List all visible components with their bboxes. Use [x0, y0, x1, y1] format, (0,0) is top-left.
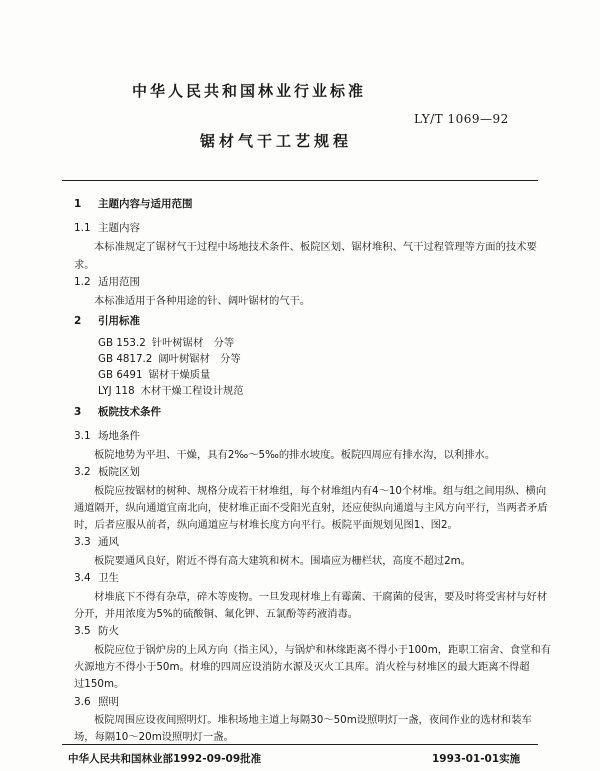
standard-type-heading: 中华人民共和国林业行业标准 [132, 82, 367, 100]
paragraph-line: 板院要通风良好，附近不得有高大建筑和树木。围墙应为栅栏状，高度不超过2m。 [94, 555, 471, 567]
subsection-title: 通风 [98, 536, 119, 548]
reference-item [98, 382, 244, 397]
paragraph-line: 分开，并用浓度为5%的硫酸铜、氟化钾、五氯酚等药液消毒。 [74, 608, 359, 620]
reference-code: LYJ 118 [98, 385, 135, 397]
subsection-1-2-heading [74, 274, 140, 289]
paragraph-line: 板院周围应设夜间照明灯。堆积场地主道上每隔30～50m设照明灯一盏，夜间作业的选材和装车 [94, 714, 532, 726]
subsection-number: 3.3 [74, 536, 91, 548]
paragraph-line: 求。 [74, 259, 95, 271]
section-1-heading [74, 196, 193, 211]
effective-date: 1993-01-01实施 [432, 753, 521, 765]
section-title: 板院技术条件 [98, 406, 161, 418]
subsection-number: 3.1 [74, 430, 91, 442]
paragraph-line: 材堆底下不得有杂草，碎木等废物。一旦发现材堆上有霉菌、干腐菌的侵害，要及时将受害材与好材 [94, 591, 548, 603]
subsection-3-1-heading [74, 428, 140, 443]
subsection-title: 适用范围 [98, 276, 140, 288]
reference-code: GB 4817.2 [98, 353, 153, 365]
subsection-number: 1.2 [74, 276, 91, 288]
reference-code: GB 6491 [98, 369, 143, 381]
subsection-number: 3.6 [74, 696, 91, 708]
subsection-1-1-heading [74, 220, 140, 235]
section-3-heading [74, 404, 161, 419]
subsection-number: 3.4 [74, 572, 91, 584]
paragraph-line: 过150m。 [74, 678, 125, 690]
reference-item [98, 366, 210, 381]
paragraph-line: 本标准规定了锯材气干过程中场地技术条件、板院区划、锯材堆积、气干过程管理等方面的技术要 [94, 241, 537, 253]
subsection-title: 板院区划 [98, 466, 140, 478]
section-2-heading [74, 313, 140, 328]
paragraph-line: 时，后者应服从前者，纵向通道应与材堆长度方向平行。板院平面规划见图1、图2。 [74, 519, 458, 531]
standard-code: LY/T 1069—92 [414, 112, 509, 126]
subsection-number: 3.5 [74, 625, 91, 637]
paragraph-line: 火源地方不得小于50m。材堆的四周应设消防水源及灭火工具库。消火栓与材堆区的最大距离不得超 [74, 661, 530, 673]
subsection-title: 主题内容 [98, 222, 140, 234]
paragraph-line: 板院应位于锅炉房的上风方向（指主风），与锅炉和林缘距离不得小于100m，距职工宿舍、食堂和有 [94, 644, 552, 656]
subsection-title: 防火 [98, 625, 119, 637]
reference-name: 针叶树锯材 分等 [151, 337, 235, 349]
subsection-title: 场地条件 [98, 430, 140, 442]
section-number: 3 [74, 406, 82, 418]
reference-name: 阔叶树锯材 分等 [158, 353, 241, 365]
section-number: 2 [74, 315, 82, 327]
approval-note: 中华人民共和国林业部1992-09-09批准 [68, 753, 262, 765]
subsection-3-3-heading [74, 534, 119, 549]
subsection-3-5-heading [74, 623, 119, 638]
subsection-3-6-heading [74, 694, 119, 709]
section-title: 主题内容与适用范围 [98, 198, 193, 210]
subsection-title: 卫生 [98, 572, 119, 584]
document-title: 锯材气干工艺规程 [200, 132, 353, 150]
paragraph-line: 通道隔开，纵向通道宜南北向，使材堆正面不受阳光直射，还应使纵向通道与主风方向平行，当两者矛盾 [74, 502, 548, 514]
paragraph-line: 板院应按锯材的树种、规格分成若干材堆组，每个材堆组内有4～10个材堆。组与组之间用纵、横向 [94, 485, 547, 497]
subsection-title: 照明 [98, 696, 119, 708]
subsection-number: 3.2 [74, 466, 91, 478]
paragraph-line: 场，每隔10～20m设照明灯一盏。 [74, 731, 234, 743]
header-divider [62, 180, 538, 181]
paragraph-line: 本标准适用于各种用途的针、阔叶锯材的气干。 [94, 295, 311, 307]
reference-item [98, 350, 241, 365]
reference-name: 木材干燥工程设计规范 [140, 385, 244, 397]
subsection-number: 1.1 [74, 222, 91, 234]
reference-code: GB 153.2 [98, 337, 146, 349]
section-title: 引用标准 [98, 315, 140, 327]
subsection-3-2-heading [74, 464, 140, 479]
paragraph-line: 板院地势为平坦、干燥，具有2‰～5‰的排水坡度。板院四周应有排水沟，以利排水。 [94, 449, 496, 461]
section-number: 1 [74, 198, 82, 210]
reference-item [98, 334, 234, 349]
footer-divider [62, 744, 538, 745]
subsection-3-4-heading [74, 570, 119, 585]
reference-name: 锯材干燥质量 [148, 369, 211, 381]
